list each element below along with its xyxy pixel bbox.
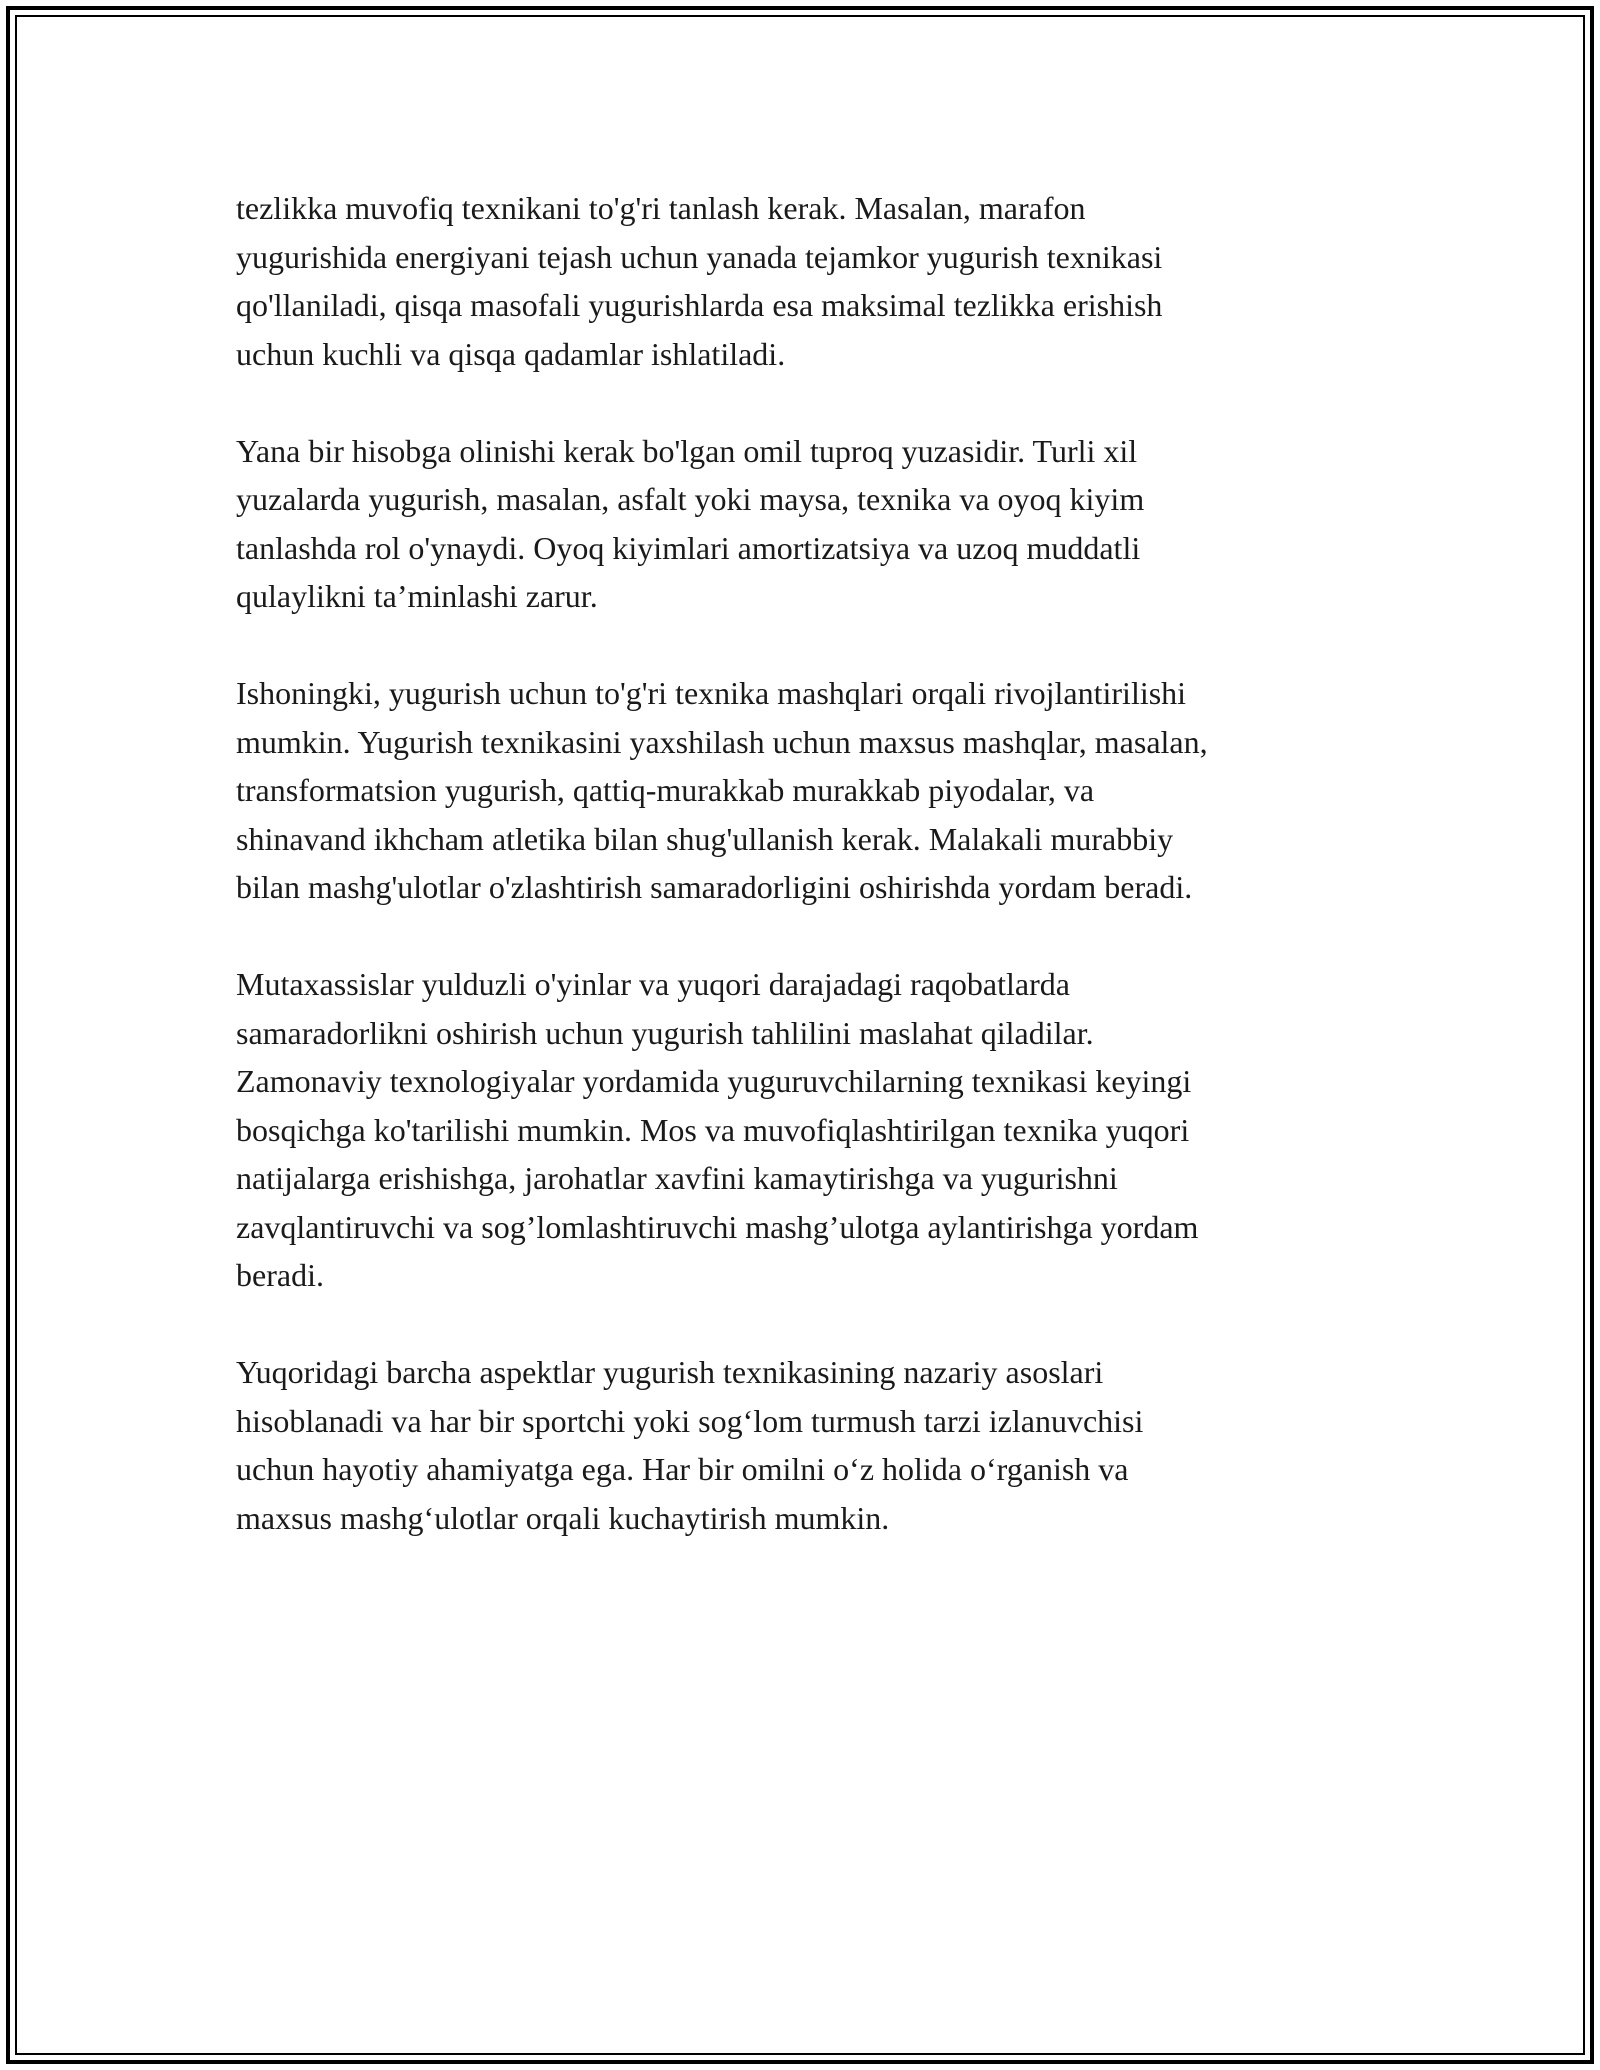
document-body (236, 184, 1376, 1591)
paragraph-4: Mutaxassislar yulduzli o'yinlar va yuqori darajadagi raqobatlarda samaradorlikni oshirish uchun yugurish tahlilini maslahat qiladilar. Zamonaviy texnologiyalar yordamida yuguruvchilarning texnikasi keyingi bosqichga ko'tarilishi mumkin. Mos va muvofiqlashtirilgan texnika yuqori natijalarga erishishga, jarohatlar xavfini kamaytirishga va yugurishni zavqlantiruvchi va sog’lomlashtiruvchi mashg’ulotga aylantirishga yordam beradi. (236, 966, 1199, 1293)
paragraph-1: tezlikka muvofiq texnikani to'g'ri tanlash kerak. Masalan, marafon yugurishida energiyani tejash uchun yanada tejamkor yugurish texnikasi qo'llaniladi, qisqa masofali yugurishlarda esa maksimal tezlikka erishish uchun kuchli va qisqa qadamlar ishlatiladi. (236, 190, 1163, 372)
paragraph-3: Ishoningki, yugurish uchun to'g'ri texnika mashqlari orqali rivojlantirilishi mumkin. Yugurish texnikasini yaxshilash uchun maxsus mashqlar, masalan, transformatsion yugurish, qattiq-murakkab murakkab piyodalar, va shinavand ikhcham atletika bilan shug'ullanish kerak. Malakali murabbiy bilan mashg'ulotlar o'zlashtirish samaradorligini oshirishda yordam beradi. (236, 675, 1208, 905)
paragraph-5: Yuqoridagi barcha aspektlar yugurish texnikasining nazariy asoslari hisoblanadi va har bir sportchi yoki sog‘lom turmush tarzi izlanuvchisi uchun hayotiy ahamiyatga ega. Har bir omilni o‘z holida o‘rganish va maxsus mashg‘ulotlar orqali kuchaytirish mumkin. (236, 1354, 1144, 1536)
paragraph-2: Yana bir hisobga olinishi kerak bo'lgan omil tuproq yuzasidir. Turli xil yuzalarda yugurish, masalan, asfalt yoki maysa, texnika va oyoq kiyim tanlashda rol o'ynaydi. Oyoq kiyimlari amortizatsiya va uzoq muddatli qulaylikni ta’minlashi zarur. (236, 432, 1145, 614)
